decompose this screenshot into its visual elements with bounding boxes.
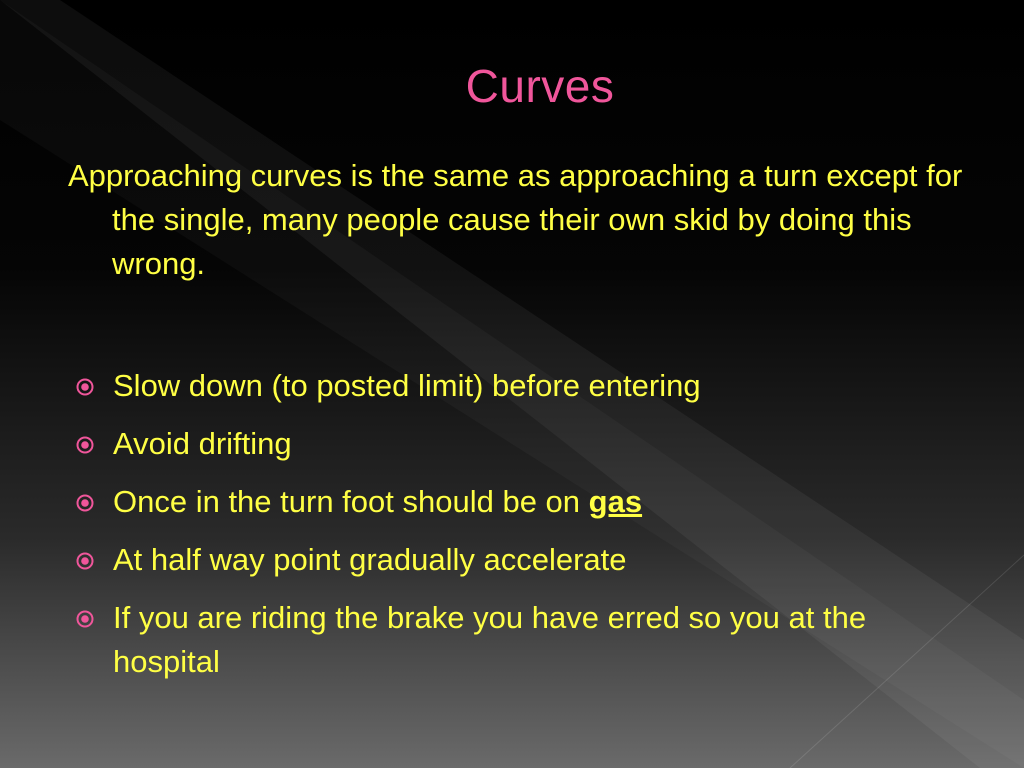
bullet-text: At half way point gradually accelerate (113, 542, 627, 577)
bullet-item (68, 422, 968, 466)
bullet-text: If you are riding the brake you have erred so you at the hospital (113, 600, 867, 679)
bullet-item (68, 364, 968, 408)
bullet-item (68, 480, 968, 524)
bullet-list (68, 364, 968, 698)
bullet-text: Once in the turn foot should be on (113, 484, 589, 519)
circle-dot-icon (76, 436, 94, 454)
bullet-text: Avoid drifting (113, 426, 292, 461)
intro-paragraph: Approaching curves is the same as approaching a turn except for the single, many people cause their own skid by doing this wrong. (68, 158, 963, 281)
emphasis-word: gas (588, 484, 643, 519)
bullet-text: Slow down (to posted limit) before entering (113, 368, 701, 403)
circle-dot-icon (76, 378, 94, 396)
slide-title: Curves (465, 60, 615, 112)
bullet-item (68, 596, 968, 684)
bullet-item (68, 538, 968, 582)
circle-dot-icon (76, 610, 94, 628)
circle-dot-icon (76, 552, 94, 570)
circle-dot-icon (76, 494, 94, 512)
